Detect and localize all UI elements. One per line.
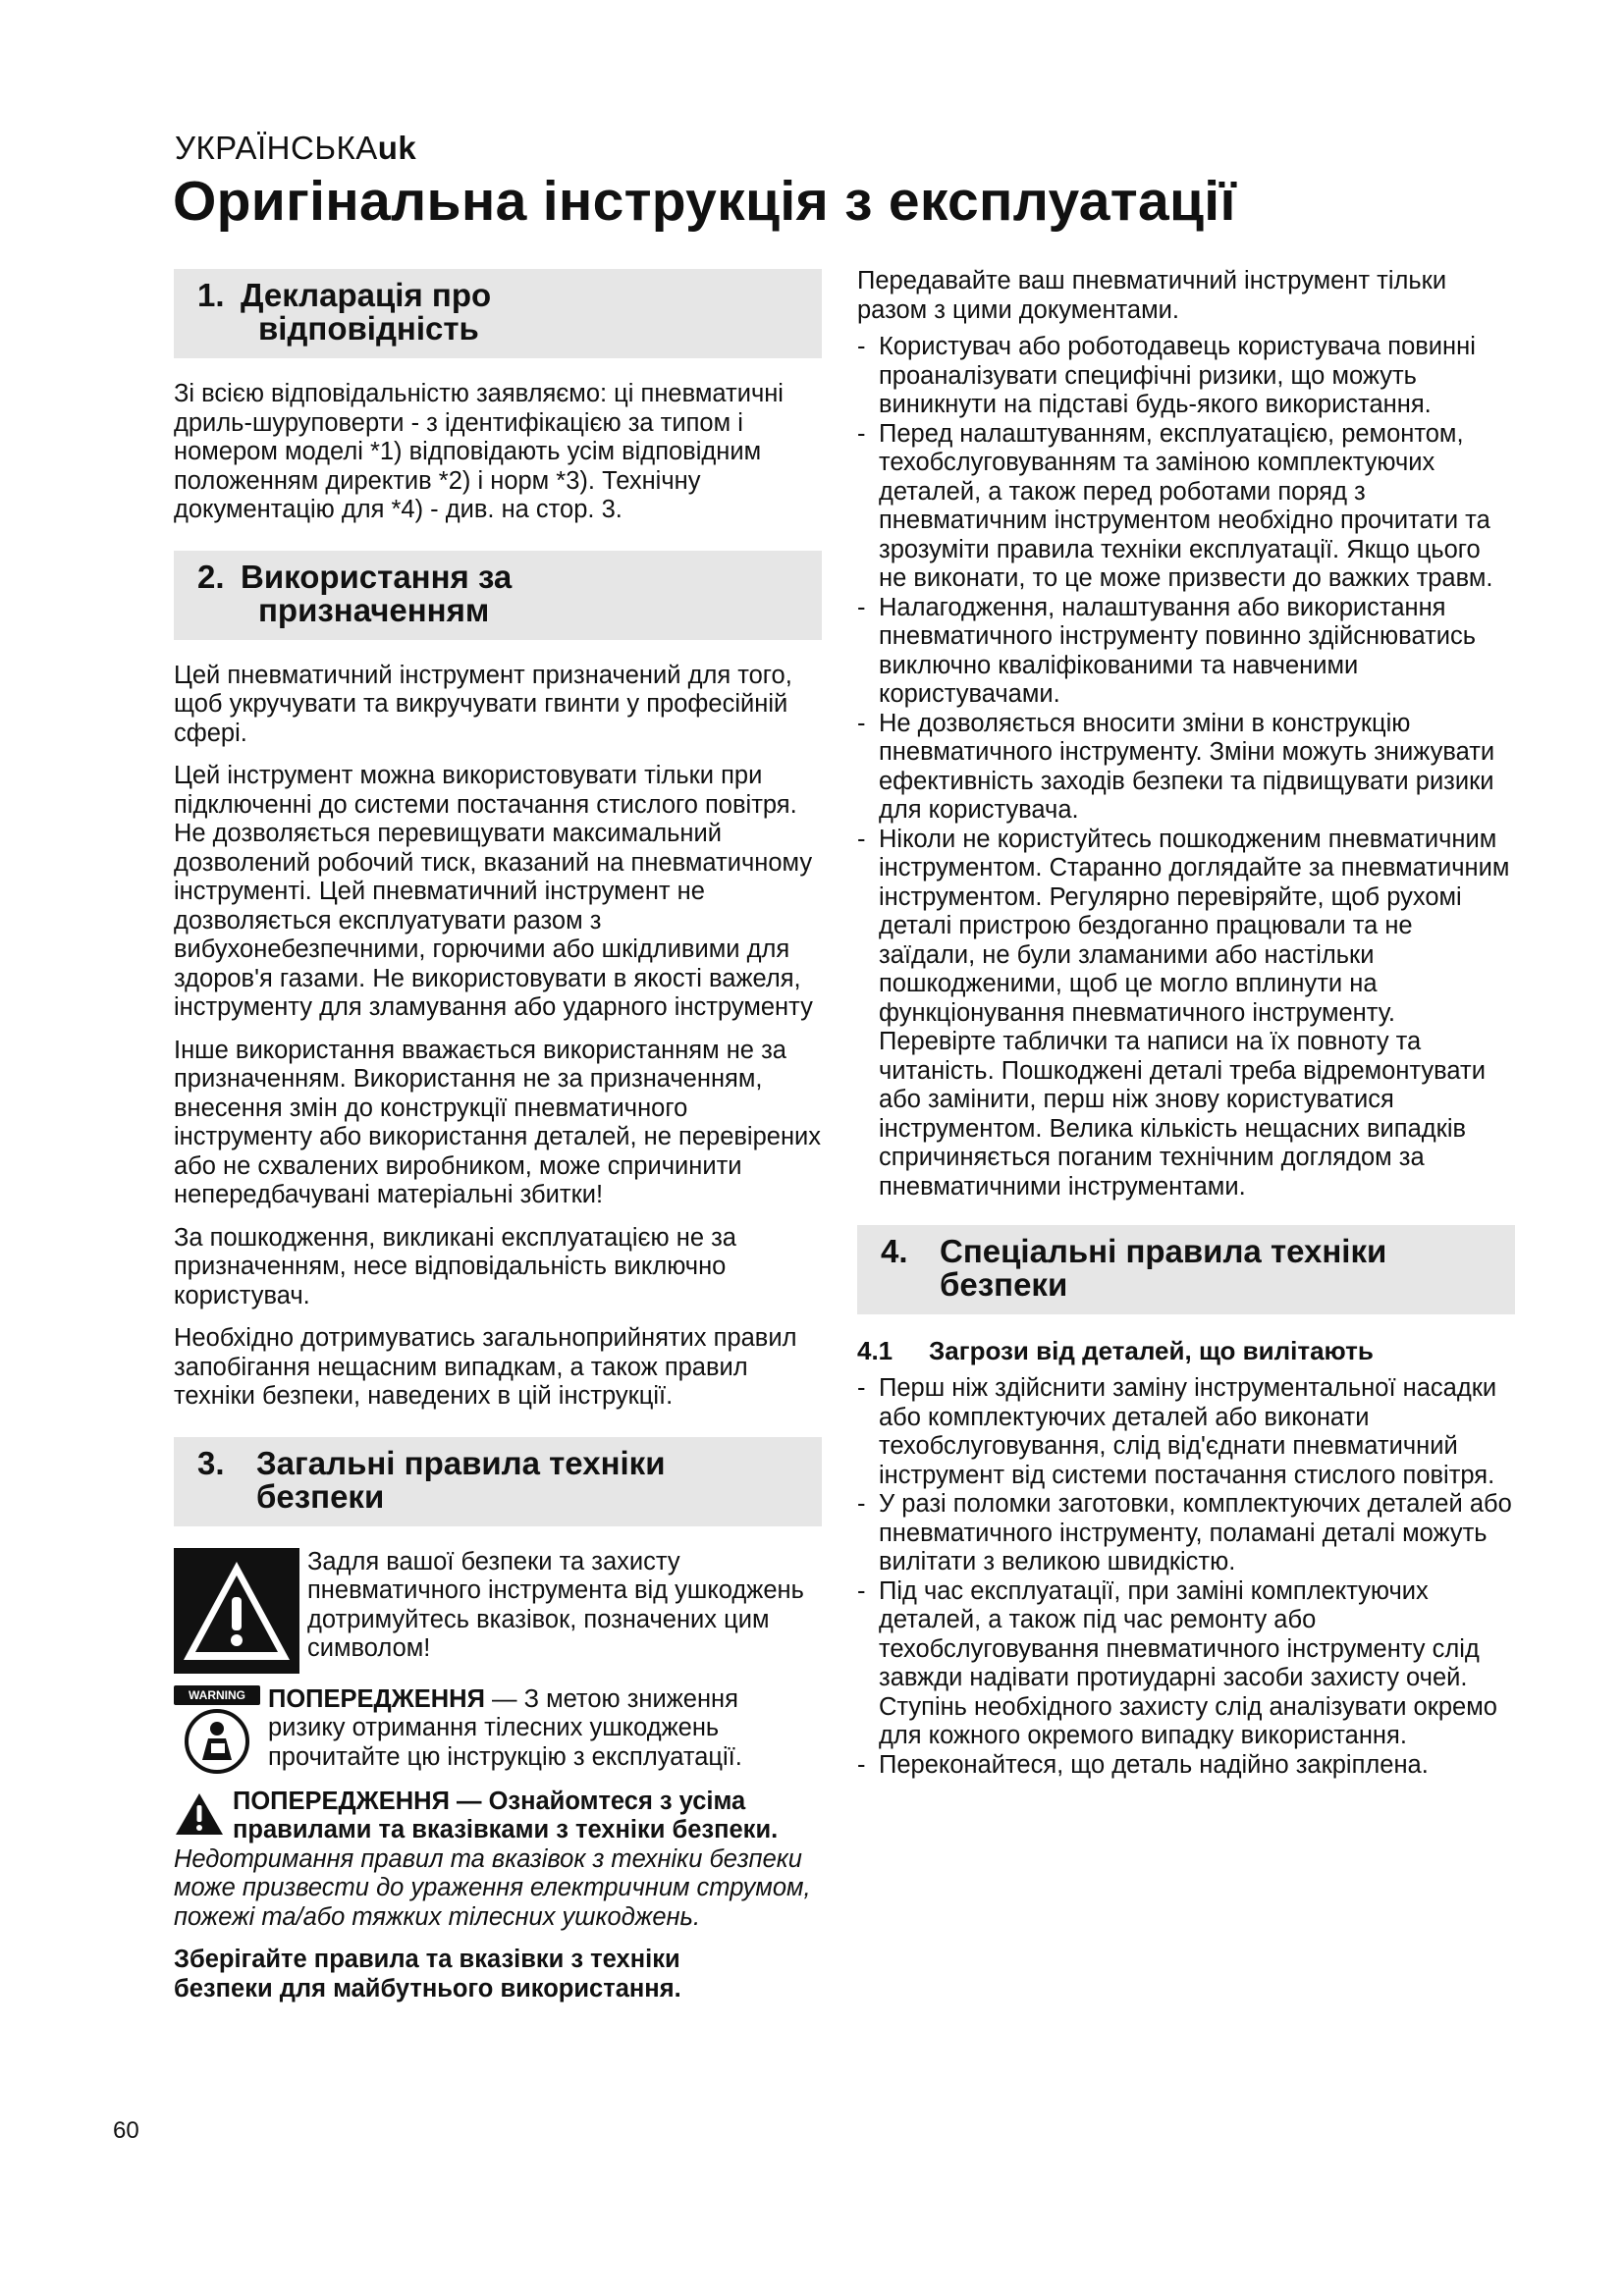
small-warning-triangle-icon	[174, 1791, 225, 1837]
section-2-paragraph: Необхідно дотримуватись загальноприйнятих правил запобігання нещасним випадкам, а також правил техніки безпеки, наведених в цій інструкції.	[174, 1324, 797, 1410]
section-2-title-line1: Використання за	[241, 558, 513, 595]
language-code: uk	[377, 130, 417, 166]
language-name: УКРАЇНСЬКА	[175, 130, 378, 166]
list-item: - Перш ніж здійснити заміну інструментальної насадки або комплектуючих деталей або виконати техобслуговування, слід від'єднати пневматичний інструмент від системи постачання стислого повітря.	[857, 1374, 1515, 1490]
section-2-title-line2: призначенням	[258, 591, 490, 628]
warning-1-body: — З метою зниження ризику отримання тілесних ушкоджень прочитайте цю інструкцію з експлуатації.	[268, 1684, 742, 1771]
warning-triangle-icon	[174, 1548, 299, 1674]
section-4-number: 4.	[881, 1233, 908, 1269]
safety-symbol-text: Задля вашої безпеки та захисту пневматичного інструмента від ушкоджень дотримуйтесь вказівок, позначених цим символом!	[307, 1547, 804, 1662]
general-safety-list	[857, 333, 1515, 1201]
warning-2	[174, 1788, 822, 1933]
warning-1-text	[268, 1685, 822, 1776]
language-label	[175, 130, 416, 167]
keep-line-1: Зберігайте правила та вказівки з техніки	[174, 1946, 680, 1973]
warning-2-italic: Недотримання правил та вказівок з техніки безпеки може призвести до ураження електричним струмом, пожежі та/або тяжких тілесних ушкоджень.	[174, 1844, 811, 1931]
left-column	[174, 269, 822, 2003]
section-4-title-line2: безпеки	[940, 1266, 1068, 1303]
section-1-body: Зі всією відповідальністю заявляємо: ці пневматичні дриль-шуруповерти - з ідентифікацією за типом і номером моделі *1) відповідають усім відповідним положенням директив *2) і норм *3). Технічну документацію для *4) - див. на стор. 3.	[174, 380, 784, 523]
section-2-paragraph: Цей пневматичний інструмент призначений для того, щоб укручувати та викручувати гвинти у професійній сфері.	[174, 661, 792, 747]
section-1-number: 1.	[197, 277, 225, 313]
page-title: Оригінальна інструкція з експлуатації	[173, 170, 1236, 233]
section-2-paragraph: За пошкодження, викликані експлуатацією не за призначенням, несе відповідальність виключно користувач.	[174, 1223, 736, 1309]
warning-badge: WARNING	[174, 1685, 260, 1705]
manual-symbol-icon	[185, 1709, 249, 1774]
right-column	[857, 267, 1515, 1789]
list-item: - Ніколи не користуйтесь пошкодженим пневматичним інструментом. Старанно доглядайте за пневматичним інструментом. Регулярно перевіряйте, щоб рухомі деталі пристрою бездоганно працювали та не заїдали, не були зламаними або настільки пошкодженими, щоб це могло вплинути на функціонування пневматичного інструменту. Перевірте таблички та написи на їх повноту та читаність. Пошкоджені деталі треба відремонтувати або замінити, перш ніж знову користуватися інструментом. Велика кількість нещасних випадків спричиняється поганим технічним доглядом за пневматичними інструментами.	[857, 826, 1515, 1202]
section-3-title-line1: Загальні правила техніки	[256, 1444, 666, 1481]
section-1-title-line2: відповідність	[258, 310, 479, 347]
list-item: - Налагодження, налаштування або використання пневматичного інструменту повинно здійснюватись виключно кваліфікованими та навченими користувачами.	[857, 594, 1515, 710]
page-number: 60	[113, 2117, 139, 2144]
warning-2-bold: ПОПЕРЕДЖЕННЯ — Ознайомтеся з усіма правилами та вказівками з техніки безпеки.	[233, 1787, 779, 1843]
section-1-heading	[174, 269, 822, 358]
section-2-number: 2.	[197, 558, 225, 595]
keep-instructions-note	[174, 1946, 822, 2003]
subsection-title: Загрози від деталей, що вилітають	[929, 1336, 1374, 1365]
read-manual-icon	[174, 1685, 260, 1776]
section-2-paragraph: Інше використання вважається використанням не за призначенням. Використання не за призначенням, внесення змін до конструкції пневматичного інструменту або використання деталей, не перевірених або не схвалених виробником, може спричинити непередбачувані матеріальні збитки!	[174, 1036, 822, 1208]
section-2-heading	[174, 551, 822, 640]
intro-paragraph: Передавайте ваш пневматичний інструмент тільки разом з цими документами.	[857, 267, 1447, 324]
warning-1-label: ПОПЕРЕДЖЕННЯ	[268, 1684, 485, 1713]
section-2-paragraph: Цей інструмент можна використовувати тільки при підключенні до системи постачання стислого повітря. Не дозволяється перевищувати максимальний дозволений робочий тиск, вказаний на пневматичному інструменті. Цей пневматичний інструмент не дозволяється експлуатувати разом з вибухонебезпечними, горючими або шкідливими для здоров'я газами. Не використовувати в якості важеля, інструменту для зламування або ударного інструменту	[174, 762, 813, 1021]
list-item: - Перед налаштуванням, експлуатацією, ремонтом, техобслуговуванням та заміною комплектуючих деталей, а також перед роботами поряд з пневматичним інструментом необхідно прочитати та зрозуміти правила техніки експлуатації. Якщо цього не виконати, то це може призвести до важких травм.	[857, 420, 1515, 594]
list-item: - Під час експлуатації, при заміні комплектуючих деталей, а також під час ремонту або техобслуговування пневматичного інструменту слід завжди надівати протиударні засоби захисту очей. Ступінь необхідного захисту слід аналізувати окремо для кожного окремого випадку використання.	[857, 1577, 1515, 1751]
section-3-number: 3.	[197, 1444, 225, 1481]
flying-parts-list	[857, 1374, 1515, 1780]
safety-symbol-row	[174, 1548, 822, 1674]
list-item: - Користувач або роботодавець користувача повинні проаналізувати специфічні ризики, що можуть виникнути на підставі будь-якого використання.	[857, 333, 1515, 420]
list-item: - Переконайтеся, що деталь надійно закріплена.	[857, 1751, 1515, 1781]
read-manual-warning	[174, 1685, 822, 1776]
keep-line-2: безпеки для майбутнього використання.	[174, 1974, 681, 2002]
section-4-heading	[857, 1225, 1515, 1314]
subsection-4-1-heading	[857, 1336, 1515, 1366]
section-4-title-line1: Спеціальні правила техніки	[940, 1233, 1387, 1269]
section-1-title-line1: Декларація про	[241, 277, 492, 313]
list-item: - У разі поломки заготовки, комплектуючих деталей або пневматичного інструменту, поламані деталі можуть вилітати з великою швидкістю.	[857, 1490, 1515, 1577]
subsection-number: 4.1	[857, 1336, 893, 1365]
list-item: - Не дозволяється вносити зміни в конструкцію пневматичного інструменту. Зміни можуть знижувати ефективність заходів безпеки та підвищувати ризики для користувача.	[857, 710, 1515, 826]
section-3-heading	[174, 1437, 822, 1526]
section-3-title-line2: безпеки	[256, 1477, 385, 1515]
